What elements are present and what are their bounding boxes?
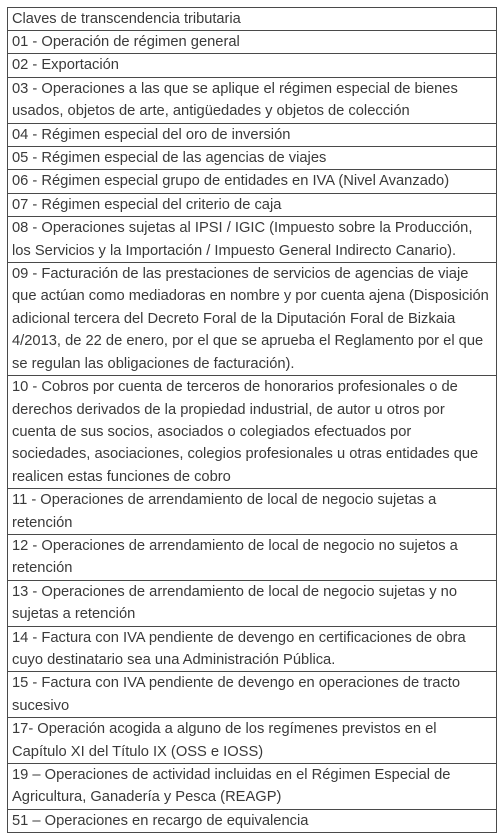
tax-keys-table-container <box>7 7 497 833</box>
table-cell: 02 - Exportación <box>8 54 496 77</box>
table-row <box>8 263 496 376</box>
table-row <box>8 31 496 54</box>
table-row <box>8 809 496 832</box>
table-cell: 17- Operación acogida a alguno de los regímenes previstos en el Capítulo XI del Título IX (OSS e IOSS) <box>8 718 496 764</box>
table-row <box>8 54 496 77</box>
table-cell: 13 - Operaciones de arrendamiento de local de negocio sujetas y no sujetas a retención <box>8 580 496 626</box>
table-row <box>8 534 496 580</box>
table-cell: 03 - Operaciones a las que se aplique el régimen especial de bienes usados, objetos de arte, antigüedades y objetos de colección <box>8 77 496 123</box>
table-header: Claves de transcendencia tributaria <box>12 11 241 27</box>
table-row <box>8 147 496 170</box>
table-row <box>8 626 496 672</box>
table-row <box>8 193 496 216</box>
tax-keys-table <box>8 8 496 832</box>
table-cell: 19 – Operaciones de actividad incluidas en el Régimen Especial de Agricultura, Ganadería y Pesca (REAGP) <box>8 764 496 810</box>
table-cell: 12 - Operaciones de arrendamiento de local de negocio no sujetos a retención <box>8 534 496 580</box>
table-cell: 15 - Factura con IVA pendiente de devengo en operaciones de tracto sucesivo <box>8 672 496 718</box>
table-cell: 05 - Régimen especial de las agencias de viajes <box>8 147 496 170</box>
table-row <box>8 77 496 123</box>
table-cell: 08 - Operaciones sujetas al IPSI / IGIC (Impuesto sobre la Producción, los Servicios y la Importación / Impuesto General Indirecto Canario). <box>8 217 496 263</box>
table-cell: 09 - Facturación de las prestaciones de servicios de agencias de viaje que actúan como mediadoras en nombre y por cuenta ajena (Disposición adicional tercera del Decreto Foral de la Diputación Foral de Bizkaia 4/2013, de 22 de enero, por el que se aprueba el Reglamento por el que se regulan las obligaciones de facturación). <box>8 263 496 376</box>
table-cell: 06 - Régimen especial grupo de entidades en IVA (Nivel Avanzado) <box>8 170 496 193</box>
table-row <box>8 217 496 263</box>
table-row <box>8 123 496 146</box>
table-row <box>8 764 496 810</box>
table-row <box>8 376 496 489</box>
table-cell: 01 - Operación de régimen general <box>8 31 496 54</box>
table-cell: 14 - Factura con IVA pendiente de devengo en certificaciones de obra cuyo destinatario sea una Administración Pública. <box>8 626 496 672</box>
table-row <box>8 718 496 764</box>
table-cell: 51 – Operaciones en recargo de equivalencia <box>8 809 496 832</box>
table-row <box>8 672 496 718</box>
table-cell: 10 - Cobros por cuenta de terceros de honorarios profesionales o de derechos derivados de la propiedad industrial, de autor u otros por cuenta de sus socios, asociados o colegiados efectuados por sociedades, asociaciones, colegios profesionales u otras entidades que realicen estas funciones de cobro <box>8 376 496 489</box>
table-cell: 11 - Operaciones de arrendamiento de local de negocio sujetas a retención <box>8 489 496 535</box>
table-row <box>8 489 496 535</box>
table-row <box>8 580 496 626</box>
table-header-row <box>8 8 496 31</box>
table-row <box>8 170 496 193</box>
table-cell: 07 - Régimen especial del criterio de caja <box>8 193 496 216</box>
table-cell: 04 - Régimen especial del oro de inversión <box>8 123 496 146</box>
